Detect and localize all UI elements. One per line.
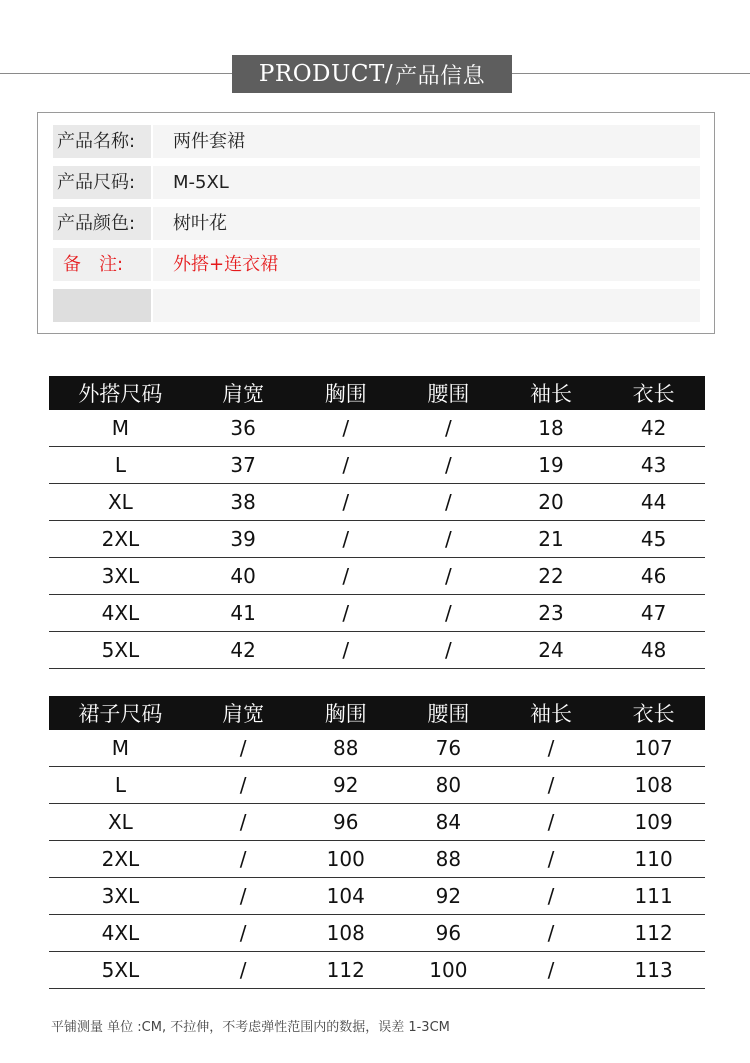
info-value-empty bbox=[153, 289, 700, 322]
measurement-cell: 40 bbox=[192, 558, 295, 595]
measurement-cell: / bbox=[500, 952, 603, 989]
measurement-cell: 88 bbox=[294, 730, 397, 767]
info-label: 产品尺码: bbox=[53, 166, 151, 199]
size-cell: 5XL bbox=[49, 952, 192, 989]
measurement-cell: 108 bbox=[602, 767, 705, 804]
measurement-cell: 100 bbox=[294, 841, 397, 878]
measurement-cell: 96 bbox=[397, 915, 500, 952]
column-header: 胸围 bbox=[294, 696, 397, 730]
size-cell: L bbox=[49, 767, 192, 804]
measurement-cell: / bbox=[397, 632, 500, 669]
section-title bbox=[232, 55, 512, 93]
measurement-cell: 18 bbox=[500, 410, 603, 447]
measurement-cell: / bbox=[397, 558, 500, 595]
info-label: 备 注: bbox=[53, 248, 151, 281]
outer-size-table bbox=[49, 376, 705, 669]
measurement-cell: 36 bbox=[192, 410, 295, 447]
product-info-panel bbox=[37, 112, 715, 334]
measurement-cell: 42 bbox=[192, 632, 295, 669]
measurement-cell: / bbox=[397, 410, 500, 447]
measurement-cell: 23 bbox=[500, 595, 603, 632]
column-header: 袖长 bbox=[500, 696, 603, 730]
column-header: 外搭尺码 bbox=[49, 376, 192, 410]
size-cell: 5XL bbox=[49, 632, 192, 669]
measurement-cell: 47 bbox=[602, 595, 705, 632]
size-cell: XL bbox=[49, 804, 192, 841]
measurement-cell: / bbox=[192, 730, 295, 767]
column-header: 袖长 bbox=[500, 376, 603, 410]
measurement-cell: 24 bbox=[500, 632, 603, 669]
measurement-cell: / bbox=[500, 804, 603, 841]
measurement-cell: 19 bbox=[500, 447, 603, 484]
measurement-cell: / bbox=[500, 730, 603, 767]
measurement-cell: / bbox=[397, 595, 500, 632]
measurement-cell: 92 bbox=[397, 878, 500, 915]
column-header: 衣长 bbox=[602, 696, 705, 730]
measurement-cell: 39 bbox=[192, 521, 295, 558]
column-header: 肩宽 bbox=[192, 376, 295, 410]
measurement-cell: 111 bbox=[602, 878, 705, 915]
measurement-cell: 46 bbox=[602, 558, 705, 595]
size-cell: L bbox=[49, 447, 192, 484]
column-header: 衣长 bbox=[602, 376, 705, 410]
measurement-cell: 110 bbox=[602, 841, 705, 878]
info-value: 外搭+连衣裙 bbox=[153, 248, 700, 281]
measurement-cell: / bbox=[294, 521, 397, 558]
size-cell: M bbox=[49, 730, 192, 767]
column-header: 肩宽 bbox=[192, 696, 295, 730]
measurement-cell: / bbox=[192, 804, 295, 841]
measurement-cell: 112 bbox=[294, 952, 397, 989]
skirt-size-table-body bbox=[49, 730, 705, 989]
info-label: 产品名称: bbox=[53, 125, 151, 158]
measurement-cell: 45 bbox=[602, 521, 705, 558]
measurement-cell: 113 bbox=[602, 952, 705, 989]
measurement-cell: / bbox=[500, 841, 603, 878]
info-row-size bbox=[53, 166, 700, 199]
section-title-cn: 产品信息 bbox=[395, 63, 486, 89]
section-title-en: PRODUCT/ bbox=[258, 61, 394, 87]
measurement-cell: / bbox=[500, 878, 603, 915]
measurement-cell: 107 bbox=[602, 730, 705, 767]
table-row bbox=[49, 767, 705, 804]
info-label: 产品颜色: bbox=[53, 207, 151, 240]
size-cell: 2XL bbox=[49, 841, 192, 878]
measurement-cell: 37 bbox=[192, 447, 295, 484]
info-value: 两件套裙 bbox=[153, 125, 700, 158]
measurement-cell: / bbox=[397, 447, 500, 484]
info-row-name bbox=[53, 125, 700, 158]
table-row bbox=[49, 558, 705, 595]
table-header-row bbox=[49, 376, 705, 410]
measurement-cell: 84 bbox=[397, 804, 500, 841]
measurement-cell: / bbox=[294, 558, 397, 595]
measurement-cell: 109 bbox=[602, 804, 705, 841]
measurement-cell: 22 bbox=[500, 558, 603, 595]
measurement-cell: 41 bbox=[192, 595, 295, 632]
size-cell: M bbox=[49, 410, 192, 447]
table-row bbox=[49, 410, 705, 447]
column-header: 胸围 bbox=[294, 376, 397, 410]
size-cell: 4XL bbox=[49, 595, 192, 632]
measurement-cell: / bbox=[294, 595, 397, 632]
column-header: 裙子尺码 bbox=[49, 696, 192, 730]
info-value: M-5XL bbox=[153, 166, 700, 199]
measurement-cell: 80 bbox=[397, 767, 500, 804]
size-cell: 3XL bbox=[49, 558, 192, 595]
measurement-cell: / bbox=[500, 767, 603, 804]
measurement-cell: 92 bbox=[294, 767, 397, 804]
table-row bbox=[49, 952, 705, 989]
table-row bbox=[49, 804, 705, 841]
table-row bbox=[49, 595, 705, 632]
measurement-cell: 88 bbox=[397, 841, 500, 878]
measurement-cell: / bbox=[192, 915, 295, 952]
table-row bbox=[49, 841, 705, 878]
measurement-cell: 76 bbox=[397, 730, 500, 767]
info-row-color bbox=[53, 207, 700, 240]
table-row bbox=[49, 915, 705, 952]
column-header: 腰围 bbox=[397, 376, 500, 410]
table-row bbox=[49, 878, 705, 915]
measurement-cell: 44 bbox=[602, 484, 705, 521]
measurement-cell: / bbox=[192, 952, 295, 989]
measurement-note: 平铺测量 单位 :CM, 不拉伸，不考虑弹性范围内的数据，误差 1-3CM bbox=[51, 1020, 450, 1035]
info-value: 树叶花 bbox=[153, 207, 700, 240]
size-cell: XL bbox=[49, 484, 192, 521]
table-row bbox=[49, 632, 705, 669]
measurement-cell: / bbox=[294, 447, 397, 484]
table-row bbox=[49, 730, 705, 767]
size-cell: 4XL bbox=[49, 915, 192, 952]
measurement-cell: 96 bbox=[294, 804, 397, 841]
skirt-size-table bbox=[49, 696, 705, 989]
measurement-cell: 104 bbox=[294, 878, 397, 915]
measurement-cell: 100 bbox=[397, 952, 500, 989]
measurement-cell: / bbox=[192, 878, 295, 915]
measurement-cell: / bbox=[294, 410, 397, 447]
info-row-empty bbox=[53, 289, 700, 322]
info-row-note bbox=[53, 248, 700, 281]
measurement-cell: 48 bbox=[602, 632, 705, 669]
measurement-cell: 108 bbox=[294, 915, 397, 952]
measurement-cell: / bbox=[294, 484, 397, 521]
measurement-cell: / bbox=[294, 632, 397, 669]
table-header-row bbox=[49, 696, 705, 730]
measurement-cell: 43 bbox=[602, 447, 705, 484]
column-header: 腰围 bbox=[397, 696, 500, 730]
measurement-cell: 38 bbox=[192, 484, 295, 521]
info-label-empty bbox=[53, 289, 151, 322]
table-row bbox=[49, 447, 705, 484]
measurement-cell: / bbox=[397, 484, 500, 521]
measurement-cell: / bbox=[397, 521, 500, 558]
size-cell: 3XL bbox=[49, 878, 192, 915]
measurement-cell: 21 bbox=[500, 521, 603, 558]
measurement-cell: / bbox=[500, 915, 603, 952]
measurement-cell: 20 bbox=[500, 484, 603, 521]
measurement-cell: / bbox=[192, 841, 295, 878]
measurement-cell: / bbox=[192, 767, 295, 804]
outer-size-table-body bbox=[49, 410, 705, 669]
table-row bbox=[49, 521, 705, 558]
size-cell: 2XL bbox=[49, 521, 192, 558]
measurement-cell: 42 bbox=[602, 410, 705, 447]
table-row bbox=[49, 484, 705, 521]
measurement-cell: 112 bbox=[602, 915, 705, 952]
